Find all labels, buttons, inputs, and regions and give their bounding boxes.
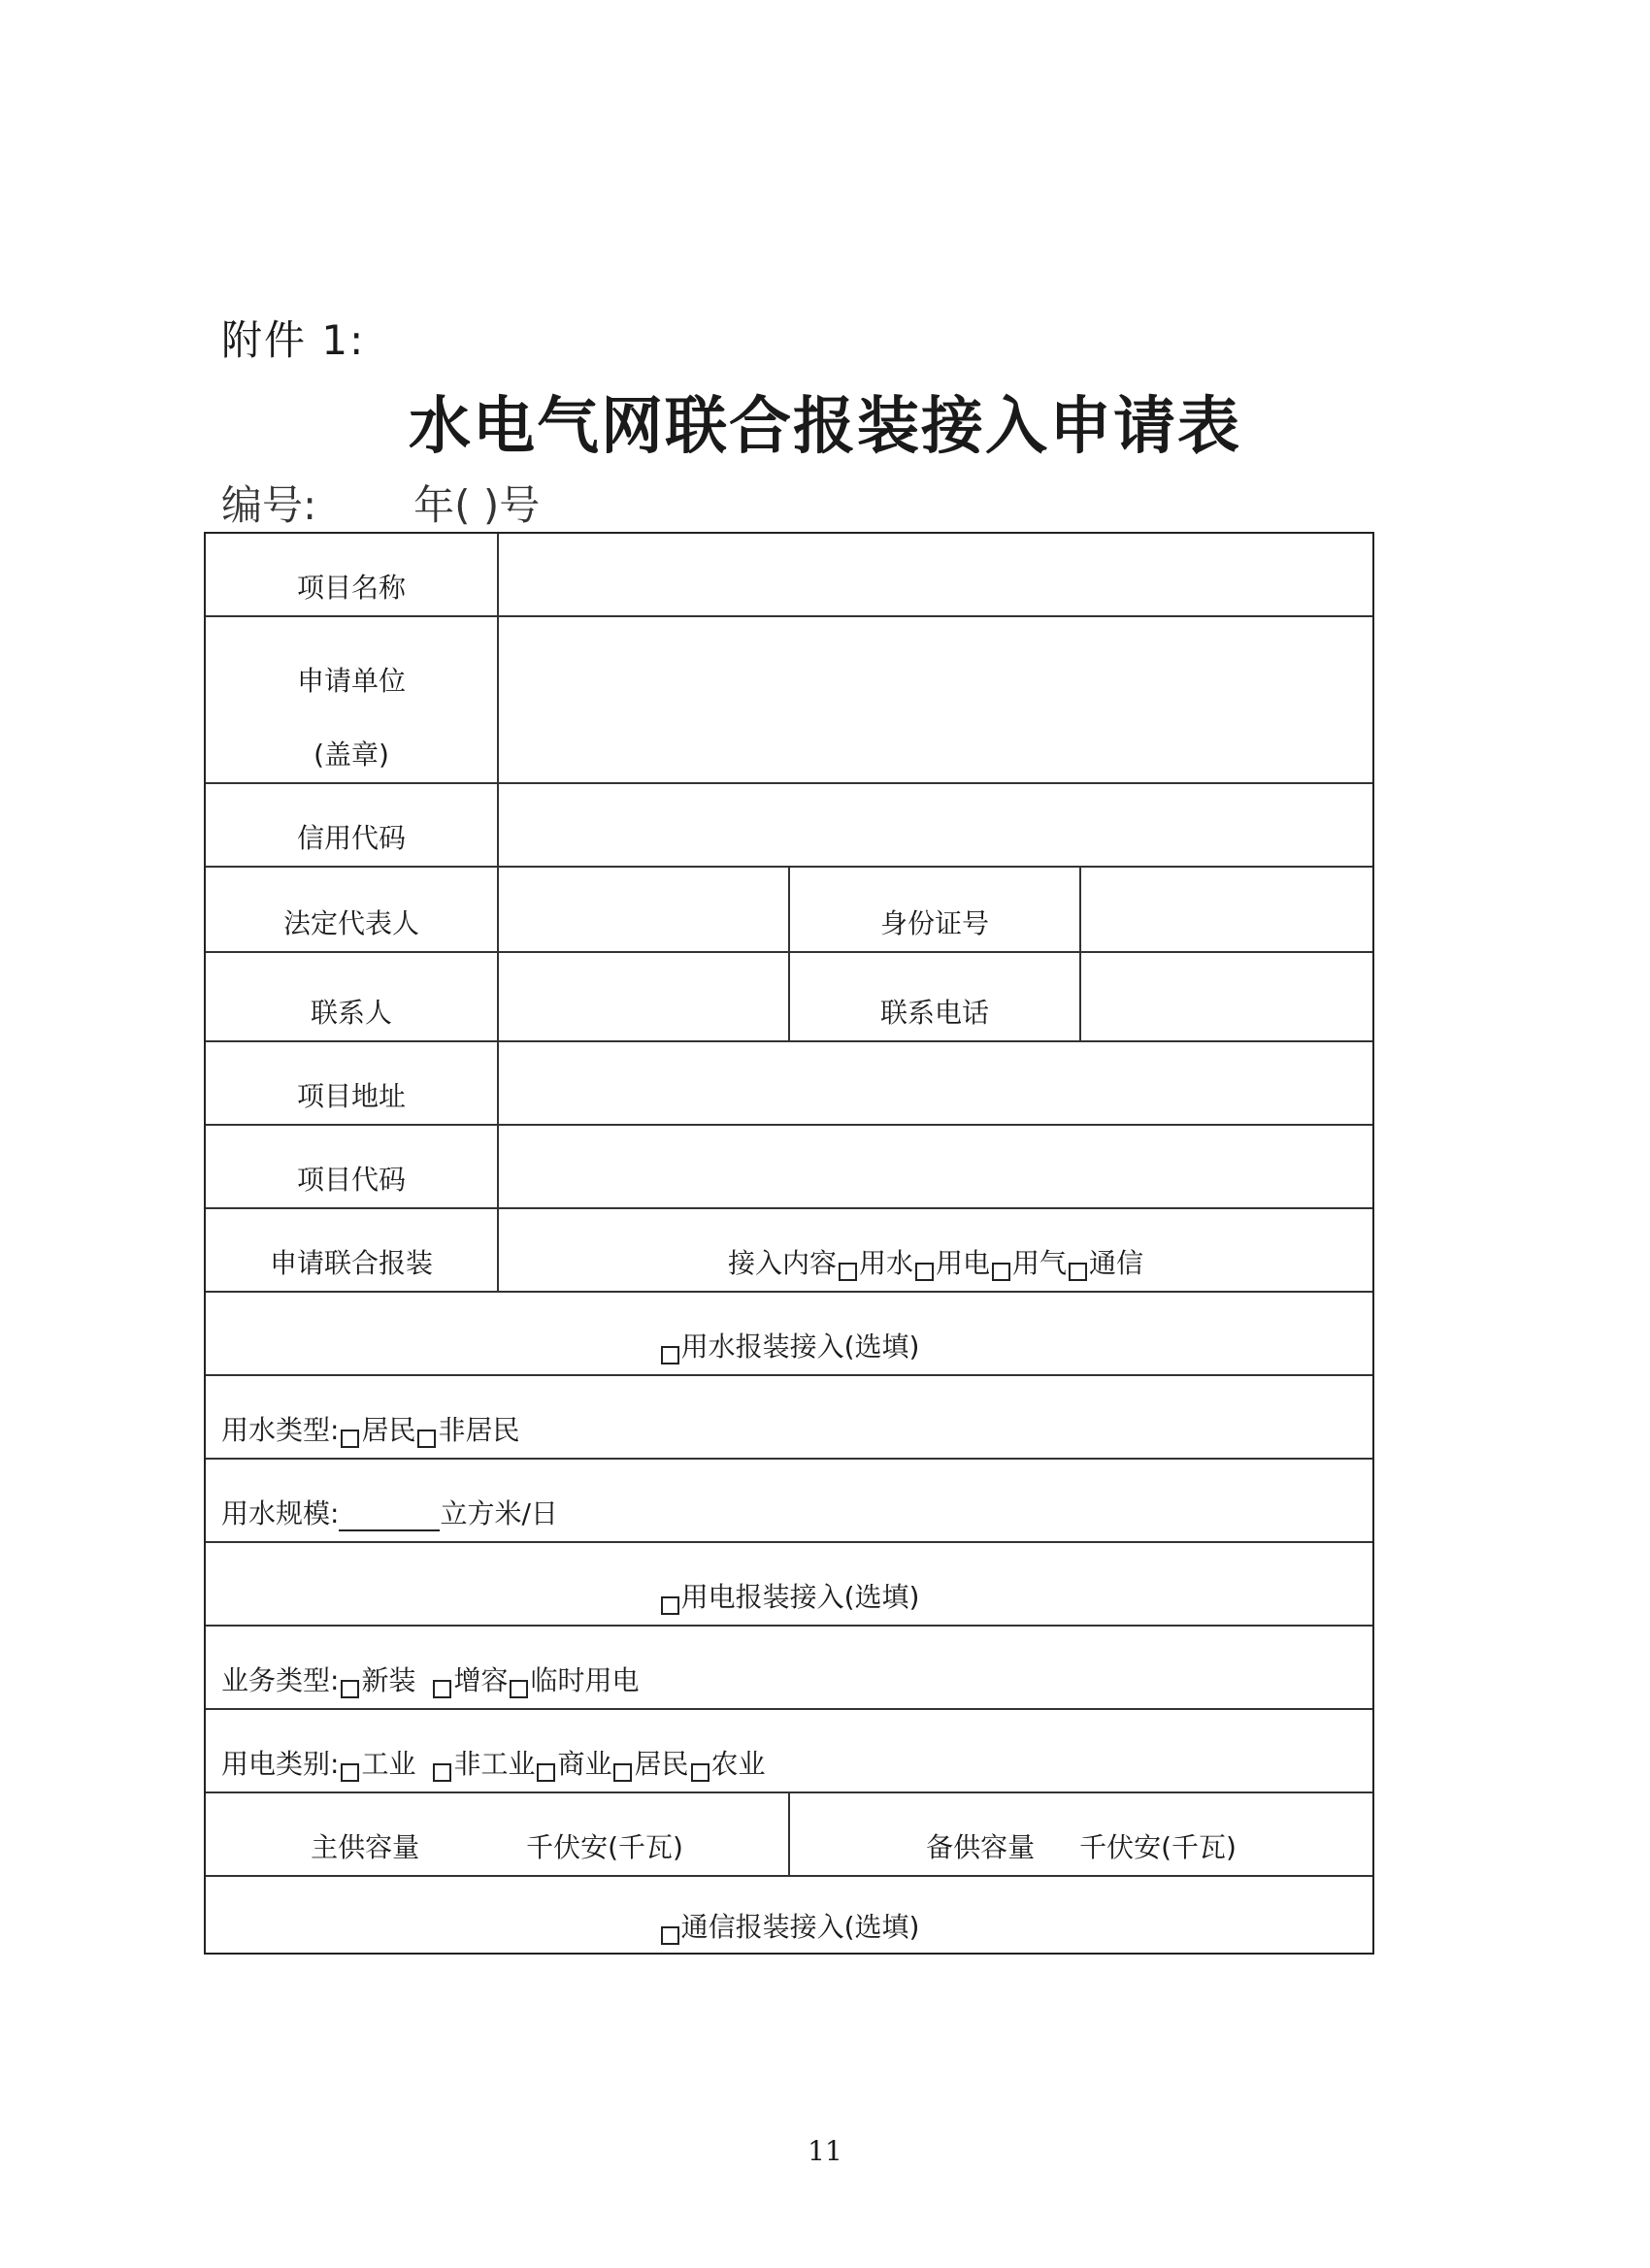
applicant-label: 申请单位 <box>296 665 406 697</box>
option-residential: 居民 <box>634 1748 689 1780</box>
page-number: 11 <box>808 2135 842 2167</box>
row-business-type <box>206 1627 1372 1710</box>
main-capacity-unit: 千伏安(千瓦) <box>526 1831 683 1863</box>
option-temporary-power: 临时用电 <box>530 1664 640 1696</box>
serial-label: 编号: <box>221 481 317 529</box>
credit-code-field[interactable] <box>499 784 1372 866</box>
checkbox-power[interactable] <box>915 1263 934 1281</box>
option-non-resident: 非居民 <box>438 1414 520 1446</box>
applicant-field[interactable] <box>499 617 1372 782</box>
row-power-section <box>206 1543 1372 1627</box>
checkbox-water[interactable] <box>839 1263 857 1281</box>
option-new-install: 新装 <box>361 1664 416 1696</box>
option-resident: 居民 <box>361 1414 416 1446</box>
attachment-label: 附件 1: <box>221 316 366 364</box>
legal-rep-label: 法定代表人 <box>206 868 499 951</box>
row-water-section <box>206 1293 1372 1376</box>
power-category-label: 用电类别: <box>221 1748 340 1780</box>
checkbox-telecom-section[interactable] <box>661 1926 679 1945</box>
option-industrial: 工业 <box>361 1748 416 1780</box>
checkbox-new-install[interactable] <box>341 1680 359 1698</box>
option-power: 用电 <box>935 1247 990 1279</box>
application-form <box>204 532 1374 1955</box>
checkbox-water-section[interactable] <box>661 1346 679 1364</box>
checkbox-gas[interactable] <box>992 1263 1010 1281</box>
main-capacity <box>206 1793 790 1875</box>
project-address-field[interactable] <box>499 1042 1372 1124</box>
row-power-category <box>206 1710 1372 1793</box>
contact-phone-field[interactable] <box>1081 953 1372 1040</box>
power-section-header <box>206 1543 1372 1625</box>
power-category <box>206 1710 1372 1791</box>
row-joint-apply <box>206 1209 1372 1293</box>
power-section-label: 用电报装接入(选填) <box>680 1581 920 1613</box>
checkbox-non-resident[interactable] <box>417 1430 436 1448</box>
water-type <box>206 1376 1372 1458</box>
water-scale <box>206 1460 1372 1541</box>
option-capacity-increase: 增容 <box>453 1664 509 1696</box>
seal-note: (盖章) <box>314 739 389 771</box>
row-legal-rep <box>206 868 1372 953</box>
access-content-label: 接入内容 <box>727 1247 837 1279</box>
legal-rep-field[interactable] <box>499 868 790 951</box>
row-project-name <box>206 534 1372 617</box>
backup-capacity-label: 备供容量 <box>926 1831 1036 1863</box>
water-type-label: 用水类型: <box>221 1414 340 1446</box>
checkbox-industrial[interactable] <box>341 1763 359 1782</box>
row-capacity <box>206 1793 1372 1877</box>
option-agricultural: 农业 <box>710 1748 766 1780</box>
credit-code-label: 信用代码 <box>206 784 499 866</box>
checkbox-temporary-power[interactable] <box>510 1680 528 1698</box>
row-contact <box>206 953 1372 1042</box>
option-non-industrial: 非工业 <box>453 1748 536 1780</box>
checkbox-non-industrial[interactable] <box>433 1763 451 1782</box>
row-project-address <box>206 1042 1372 1126</box>
water-scale-unit: 立方米/日 <box>440 1497 558 1529</box>
business-type <box>206 1627 1372 1708</box>
water-section-header <box>206 1293 1372 1374</box>
checkbox-residential[interactable] <box>613 1763 632 1782</box>
water-scale-label: 用水规模: <box>221 1497 340 1529</box>
row-credit-code <box>206 784 1372 868</box>
project-name-label: 项目名称 <box>206 534 499 615</box>
option-gas: 用气 <box>1012 1247 1068 1279</box>
option-water: 用水 <box>858 1247 913 1279</box>
backup-capacity <box>790 1793 1372 1875</box>
main-capacity-label: 主供容量 <box>311 1831 420 1863</box>
option-telecom: 通信 <box>1089 1247 1144 1279</box>
option-commercial: 商业 <box>557 1748 612 1780</box>
checkbox-capacity-increase[interactable] <box>433 1680 451 1698</box>
row-water-type <box>206 1376 1372 1460</box>
telecom-section-header <box>206 1877 1372 1955</box>
backup-capacity-unit: 千伏安(千瓦) <box>1079 1831 1237 1863</box>
contact-field[interactable] <box>499 953 790 1040</box>
serial-value: 年( )号 <box>413 481 541 529</box>
project-code-label: 项目代码 <box>206 1126 499 1207</box>
row-project-code <box>206 1126 1372 1209</box>
id-number-label: 身份证号 <box>790 868 1081 951</box>
access-content <box>499 1209 1372 1291</box>
row-telecom-section <box>206 1877 1372 1955</box>
checkbox-resident[interactable] <box>341 1430 359 1448</box>
row-water-scale <box>206 1460 1372 1543</box>
row-applicant <box>206 617 1372 784</box>
serial-number <box>221 474 540 532</box>
applicant-label-cell <box>206 617 499 782</box>
checkbox-telecom[interactable] <box>1069 1263 1087 1281</box>
project-name-field[interactable] <box>499 534 1372 615</box>
project-code-field[interactable] <box>499 1126 1372 1207</box>
contact-phone-label: 联系电话 <box>790 953 1081 1040</box>
id-number-field[interactable] <box>1081 868 1372 951</box>
water-scale-input[interactable] <box>339 1504 440 1531</box>
project-address-label: 项目地址 <box>206 1042 499 1124</box>
water-section-label: 用水报装接入(选填) <box>680 1331 920 1363</box>
contact-label: 联系人 <box>206 953 499 1040</box>
checkbox-power-section[interactable] <box>661 1596 679 1615</box>
checkbox-commercial[interactable] <box>537 1763 555 1782</box>
business-type-label: 业务类型: <box>221 1664 340 1696</box>
joint-apply-label: 申请联合报装 <box>206 1209 499 1291</box>
checkbox-agricultural[interactable] <box>691 1763 710 1782</box>
telecom-section-label: 通信报装接入(选填) <box>680 1911 920 1943</box>
form-title: 水电气网联合报装接入申请表 <box>409 390 1241 463</box>
